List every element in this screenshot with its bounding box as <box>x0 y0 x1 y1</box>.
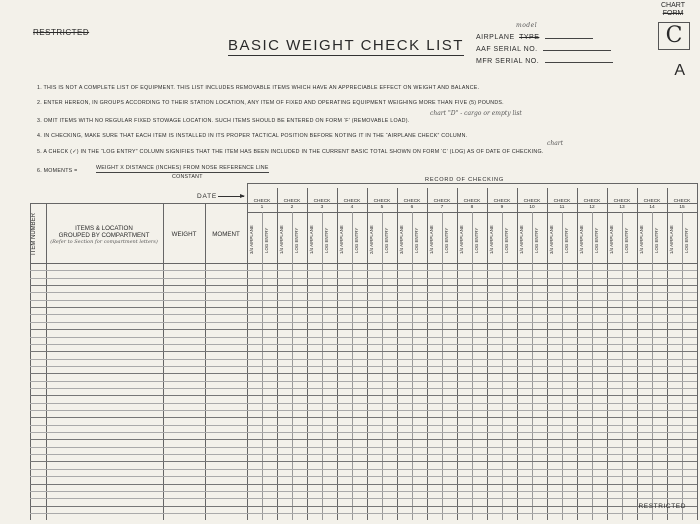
item-number-header: ITEM NUMBER <box>31 213 37 255</box>
instruction-1: 1. THIS IS NOT A COMPLETE LIST OF EQUIPMENT. THIS LIST INCLUDES REMOVABLE ITEMS WHICH HAVE AN APPRECIABLE EFFECT ON WEIGHT AND BALANCE. <box>37 85 480 91</box>
check-header <box>397 199 427 210</box>
check-header <box>337 199 367 210</box>
check-column-divider <box>367 188 368 520</box>
check-number: 8 <box>470 204 474 210</box>
instruction-3: 3. OMIT ITEMS WITH NO REGULAR FIXED STOWAGE LOCATION. SUCH ITEMS SHOULD BE ENTERED ON FORM ‘F’ (REMOVABLE LOAD). <box>37 118 410 124</box>
table-row <box>30 278 697 279</box>
check-label: CHECK <box>433 199 451 204</box>
log-entry-subheader: LOG ENTRY <box>654 227 659 253</box>
table-row <box>30 300 697 301</box>
table-row <box>30 461 697 462</box>
check-label: CHECK <box>283 199 301 204</box>
table-row <box>30 337 697 338</box>
log-entry-subheader: LOG ENTRY <box>684 227 689 253</box>
header-bottom-border <box>30 263 697 264</box>
table-right-border <box>697 183 698 520</box>
log-entry-subheader: LOG ENTRY <box>504 227 509 253</box>
table-row <box>30 270 697 271</box>
check-number: 13 <box>619 204 625 210</box>
column-divider <box>163 203 164 520</box>
table-row <box>30 344 697 345</box>
check-header <box>607 199 637 210</box>
column-divider <box>205 203 206 520</box>
log-entry-subheader: LOG ENTRY <box>324 227 329 253</box>
items-location-line1: ITEMS & LOCATION <box>75 225 133 232</box>
check-label: CHECK <box>673 199 691 204</box>
log-entry-subheader: LOG ENTRY <box>294 227 299 253</box>
check-label: CHECK <box>313 199 331 204</box>
check-column-divider <box>307 188 308 520</box>
airplane-subheader: 1/4 AIRPLANE <box>279 225 284 255</box>
check-header <box>247 199 277 210</box>
check-label: CHECK <box>403 199 421 204</box>
airplane-subheader: 1/4 AIRPLANE <box>639 225 644 255</box>
log-entry-subheader: LOG ENTRY <box>384 227 389 253</box>
mfr-serial-label: MFR SERIAL NO. <box>476 58 540 65</box>
airplane-subheader: 3/4 AIRPLANE <box>249 225 254 255</box>
airplane-label: AIRPLANE <box>476 34 515 41</box>
check-number: 1 <box>260 204 264 210</box>
airplane-subheader: 1/4 AIRPLANE <box>309 225 314 255</box>
form-letter-box: C <box>658 22 690 50</box>
table-row <box>30 432 697 433</box>
aaf-serial-label: AAF SERIAL NO. <box>476 46 538 53</box>
log-entry-subheader: LOG ENTRY <box>264 227 269 253</box>
check-label: CHECK <box>373 199 391 204</box>
check-number: 12 <box>589 204 595 210</box>
airplane-model-note: model <box>516 22 538 29</box>
table-row <box>30 388 697 389</box>
airplane-subheader: 1/4 AIRPLANE <box>489 225 494 255</box>
check-header <box>547 199 577 210</box>
table-row <box>30 395 697 396</box>
airplane-subheader: 3/4 AIRPLANE <box>399 225 404 255</box>
table-row <box>30 439 697 440</box>
airplane-subheader: 1/4 AIRPLANE <box>459 225 464 255</box>
check-number: 2 <box>290 204 294 210</box>
table-row <box>30 506 697 507</box>
check-column-divider <box>547 188 548 520</box>
table-row <box>30 322 697 323</box>
airplane-subheader: 1/4 AIRPLANE <box>429 225 434 255</box>
table-row <box>30 417 697 418</box>
check-number: 15 <box>679 204 685 210</box>
table-row <box>30 425 697 426</box>
items-location-line2: GROUPED BY COMPARTMENT <box>58 232 150 239</box>
check-column-divider <box>577 188 578 520</box>
check-label: CHECK <box>463 199 481 204</box>
log-entry-subheader: LOG ENTRY <box>474 227 479 253</box>
weight-header: WEIGHT <box>171 231 197 238</box>
moments-denominator: CONSTANT <box>172 174 203 180</box>
table-row <box>30 491 697 492</box>
table-row <box>30 381 697 382</box>
table-row <box>30 476 697 477</box>
instruction-5: 5. A CHECK (✓) IN THE “LOG ENTRY” COLUMN SIGNIFIES THAT THE ITEM HAS BEEN INCLUDED IN THE CURRENT BASIC TOTAL SHOWN ON FORM ‘C’ (LOG) AS OF DATE OF CHECKING. <box>37 149 544 155</box>
airplane-subheader: 1/4 AIRPLANE <box>339 225 344 255</box>
log-entry-subheader: LOG ENTRY <box>564 227 569 253</box>
check-number: 3 <box>320 204 324 210</box>
date-label: DATE <box>197 193 218 200</box>
check-header <box>577 199 607 210</box>
check-number: 10 <box>529 204 535 210</box>
check-column-divider <box>667 188 668 520</box>
log-entry-subheader: LOG ENTRY <box>414 227 419 253</box>
check-number: 7 <box>440 204 444 210</box>
check-column-divider <box>607 188 608 520</box>
table-row <box>30 351 697 352</box>
check-number: 4 <box>350 204 354 210</box>
check-header <box>427 199 457 210</box>
check-label: CHECK <box>523 199 541 204</box>
handwritten-note-2: chart <box>547 140 564 147</box>
airplane-subheader: 1/4 AIRPLANE <box>609 225 614 255</box>
check-column-divider <box>637 188 638 520</box>
check-label: CHECK <box>553 199 571 204</box>
table-row <box>30 292 697 293</box>
table-row <box>30 359 697 360</box>
table-row <box>30 484 697 485</box>
table-row <box>30 513 697 514</box>
check-number: 6 <box>410 204 414 210</box>
airplane-subheader: 1/4 AIRPLANE <box>669 225 674 255</box>
form-word: FORM <box>662 10 684 17</box>
chart-word: CHART <box>661 2 685 9</box>
airplane-subheader: 2/4 AIRPLANE <box>369 225 374 255</box>
check-header <box>487 199 517 210</box>
check-column-divider <box>457 188 458 520</box>
table-row <box>30 498 697 499</box>
log-entry-subheader: LOG ENTRY <box>534 227 539 253</box>
check-column-divider <box>397 188 398 520</box>
check-header <box>367 199 397 210</box>
restricted-stamp-top: RESTRICTED <box>33 28 90 37</box>
handwritten-note-1: chart "D" - cargo or empty list <box>430 110 522 117</box>
log-entry-subheader: LOG ENTRY <box>624 227 629 253</box>
instruction-6: 6. MOMENTS = <box>37 168 78 174</box>
items-location-header <box>46 225 162 246</box>
log-entry-subheader: LOG ENTRY <box>354 227 359 253</box>
check-header <box>517 199 547 210</box>
table-left-border <box>30 203 31 520</box>
table-row <box>30 403 697 404</box>
table-row <box>30 329 697 330</box>
table-row <box>30 469 697 470</box>
check-label: CHECK <box>613 199 631 204</box>
check-label: CHECK <box>493 199 511 204</box>
moment-header: MOMENT <box>212 231 240 238</box>
airplane-subheader: 3/4 AIRPLANE <box>549 225 554 255</box>
check-column-divider <box>517 188 518 520</box>
log-entry-subheader: LOG ENTRY <box>444 227 449 253</box>
column-divider <box>46 203 47 520</box>
check-column-divider <box>427 188 428 520</box>
check-header <box>637 199 667 210</box>
check-label: CHECK <box>253 199 271 204</box>
check-column-divider <box>337 188 338 520</box>
check-label: CHECK <box>583 199 601 204</box>
check-header <box>667 199 697 210</box>
check-number: 5 <box>380 204 384 210</box>
table-row <box>30 373 697 374</box>
airplane-type-struck: TYPE <box>519 34 540 41</box>
table-row <box>30 454 697 455</box>
check-header <box>457 199 487 210</box>
check-number: 11 <box>559 204 565 210</box>
page-title: BASIC WEIGHT CHECK LIST <box>228 37 464 54</box>
table-row <box>30 447 697 448</box>
restricted-stamp-bottom: RESTRICTED <box>638 503 686 510</box>
instruction-4: 4. IN CHECKING, MAKE SURE THAT EACH ITEM IS INSTALLED IN ITS PROPER TACTICAL POSITION BEFORE NOTING IT IN THE “AIRPLANE CHECK” COLUMN. <box>37 133 468 139</box>
table-row <box>30 307 697 308</box>
check-label: CHECK <box>643 199 661 204</box>
table-row <box>30 314 697 315</box>
airplane-subheader: 1/4 AIRPLANE <box>519 225 524 255</box>
record-of-checking-label: RECORD OF CHECKING <box>425 177 505 183</box>
check-number: 9 <box>500 204 504 210</box>
check-header <box>277 199 307 210</box>
log-entry-subheader: LOG ENTRY <box>594 227 599 253</box>
table-row <box>30 285 697 286</box>
items-location-note: (Refer to Section for compartment letters) <box>50 239 158 245</box>
record-top-border <box>247 183 697 184</box>
airplane-subheader: 1/4 AIRPLANE <box>579 225 584 255</box>
table-row <box>30 366 697 367</box>
moments-numerator: WEIGHT X DISTANCE (INCHES) FROM NOSE REFERENCE LINE <box>96 165 269 171</box>
check-column-divider <box>277 188 278 520</box>
form-suffix: A <box>674 62 685 79</box>
check-number: 14 <box>649 204 655 210</box>
check-column-divider <box>487 188 488 520</box>
instruction-2: 2. ENTER HEREON, IN GROUPS ACCORDING TO THEIR STATION LOCATION, ANY ITEM OF FIXED AND OPERATING EQUIPMENT WEIGHING MORE THAN FIVE (5) POUNDS. <box>37 100 504 106</box>
table-row <box>30 410 697 411</box>
check-header <box>307 199 337 210</box>
check-label: CHECK <box>343 199 361 204</box>
